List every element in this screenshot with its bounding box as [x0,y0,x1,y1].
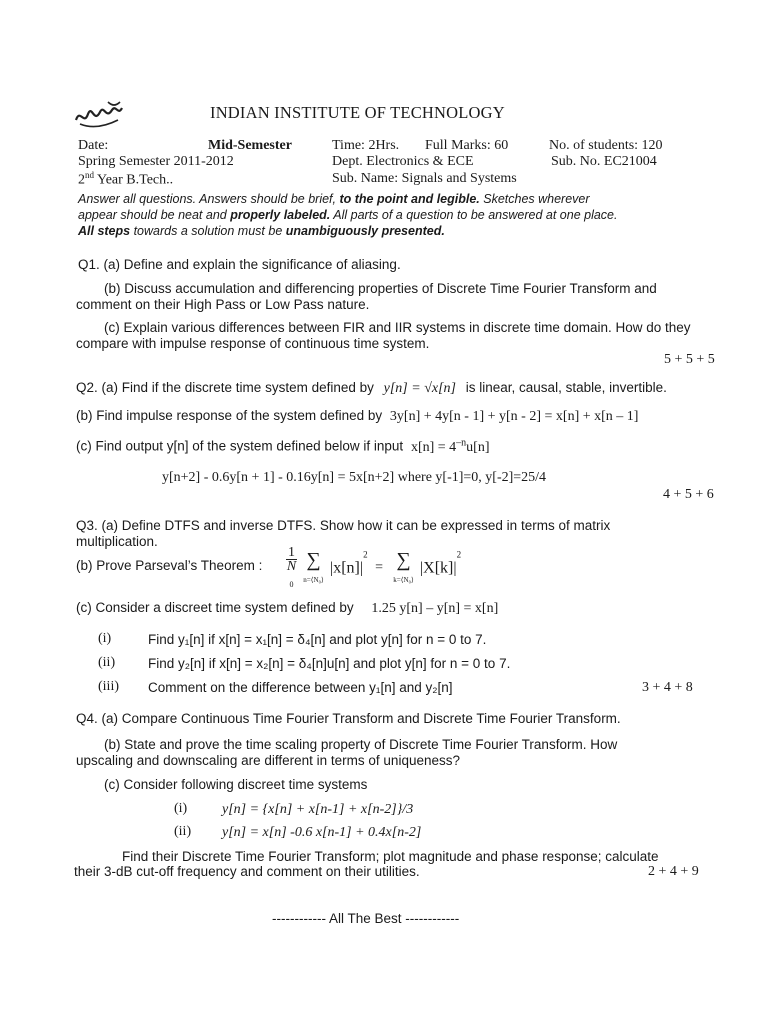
exam-time: Time: 2Hrs. [332,138,400,153]
q3-c-i-text: Find y₁[n] if x[n] = x₁[n] = δ₄[n] and plot y[n] for n = 0 to 7. [148,632,487,647]
instruction-line-3: All steps towards a solution must be unambiguously presented. [78,224,445,238]
parseval-equals: = [375,560,383,576]
q3-c-iii-label: (iii) [98,679,119,694]
q2-b [76,408,638,425]
q2-b-text: (b) Find impulse response of the system defined by [76,408,383,423]
sum-symbol-2: ∑ k=⟨N₀⟩ [393,548,414,584]
parseval-term-2: |X[k]| [419,559,457,577]
q3-a-line2: multiplication. [76,534,158,549]
q2-marks: 4 + 5 + 6 [663,487,714,502]
q4-c-ii-label: (ii) [174,824,192,839]
q2-b-equation: 3y[n] + 4y[n - 1] + y[n - 2] = x[n] + x[n – 1] [389,409,639,424]
department: Dept. Electronics & ECE [332,154,474,169]
q2-a-text: Q2. (a) Find if the discrete time system defined by [76,380,374,395]
exam-name: Mid-Semester [208,138,292,153]
q4-a: Q4. (a) Compare Continuous Time Fourier Transform and Discrete Time Fourier Transform. [76,711,621,726]
parseval-square-2: 2 [456,549,462,560]
parseval-fraction [286,546,297,591]
instruction-line-1: Answer all questions. Answers should be brief, to the point and legible. Sketches wherever [78,192,590,206]
q1-b-line1: (b) Discuss accumulation and differencing properties of Discrete Time Fourier Transform and [104,281,657,296]
q3-c-iii-text: Comment on the difference between y₁[n] and y₂[n] [148,680,453,695]
q3-c-ii-label: (ii) [98,655,116,670]
subject-name: Sub. Name: Signals and Systems [332,171,517,186]
q4-marks: 2 + 4 + 9 [648,864,699,879]
q2-a [76,380,667,397]
q1-a: Q1. (a) Define and explain the significance of aliasing. [78,257,401,272]
q2-c-difference-equation: y[n+2] - 0.6y[n + 1] - 0.16y[n] = 5x[n+2] where y[-1]=0, y[-2]=25/4 [162,470,547,485]
q4-final-line2: their 3-dB cut-off frequency and comment on their utilities. [74,864,420,879]
q1-marks: 5 + 5 + 5 [664,352,715,367]
q2-c-text: (c) Find output y[n] of the system defined below if input [76,438,404,454]
parseval-denominator: N $_0$ [286,559,297,589]
subject-number: Sub. No. EC21004 [551,154,657,169]
q2-a-equation: y[n] = √x[n] [383,381,456,396]
date-label: Date: [78,138,109,153]
parseval-numerator: 1 [288,545,295,560]
q4-c-ii-equation: y[n] = x[n] -0.6 x[n-1] + 0.4x[n-2] [222,825,422,840]
full-marks: Full Marks: 60 [425,138,509,153]
sum-symbol-1: ∑ n=⟨N₀⟩ [303,548,324,584]
q3-a-line1: Q3. (a) Define DTFS and inverse DTFS. Show how it can be expressed in terms of matrix [76,518,611,533]
q3-b-text: (b) Prove Parseval’s Theorem : [76,558,263,573]
q3-c-ii-text: Find y₂[n] if x[n] = x₂[n] = δ₄[n]u[n] and plot y[n] for n = 0 to 7. [148,656,511,671]
q4-b-line2: upscaling and downscaling are different in terms of uniqueness? [76,753,460,768]
q3-c-i-label: (i) [98,631,112,646]
parseval-square-1: 2 [363,549,368,560]
q2-c-equation: $x[n] = 4^{-n}u[n]$ [410,437,490,455]
q4-b-line1: (b) State and prove the time scaling property of Discrete Time Fourier Transform. How [104,737,618,752]
q1-c-line2: compare with impulse response of continuous time system. [76,336,430,351]
q2-c [76,437,490,456]
q2-a-tail: is linear, causal, stable, invertible. [465,380,667,395]
q4-c: (c) Consider following discreet time systems [104,777,368,792]
parseval-equation [286,545,462,589]
parseval-term-1: |x[n]| [330,559,364,577]
semester: Spring Semester 2011-2012 [78,154,234,169]
instruction-line-2: appear should be neat and properly labeled. All parts of a question to be answered at one place. [78,208,618,222]
year-suffix: nd [85,170,94,180]
q3-marks: 3 + 4 + 8 [642,680,693,695]
q1-b-line2: comment on their High Pass or Low Pass nature. [76,297,370,312]
q1-c-line1: (c) Explain various differences between FIR and IIR systems in discrete time domain. How do they [104,320,691,335]
year-number: 2 [78,172,85,188]
student-count: No. of students: 120 [549,138,663,153]
year-course [78,170,173,189]
q4-c-i-label: (i) [174,801,188,816]
q4-final-line1: Find their Discrete Time Fourier Transform; plot magnitude and phase response; calculate [122,849,659,864]
q3-c-equation: 1.25 y[n] – y[n] = x[n] [371,601,499,616]
closing-message: ------------ All The Best ------------ [272,911,460,926]
q3-c-text: (c) Consider a discreet time system defined by [76,600,354,615]
year-rest: Year B.Tech.. [94,172,174,188]
institute-title: INDIAN INSTITUTE OF TECHNOLOGY [210,103,505,122]
institute-logo [72,98,128,132]
q3-c [76,600,498,617]
q4-c-i-equation: y[n] = {x[n] + x[n-1] + x[n-2]}/3 [222,802,414,817]
